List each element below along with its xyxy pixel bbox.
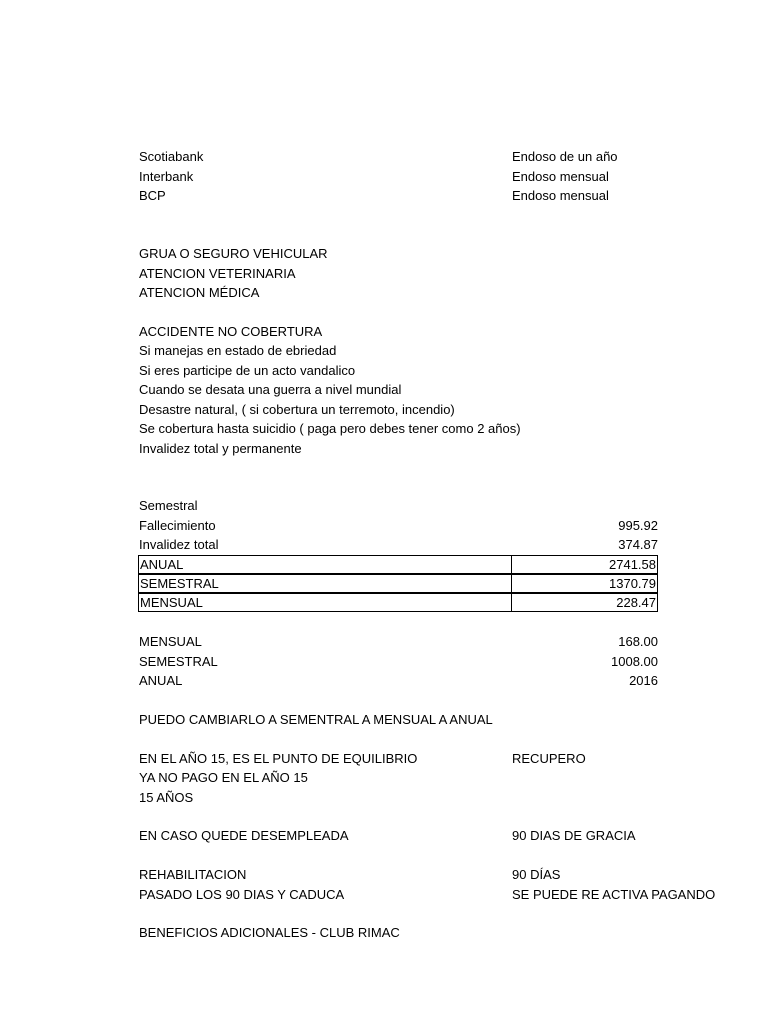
- plan-value: 1008.00: [611, 653, 658, 669]
- bank-endoso-interbank: Endoso mensual: [512, 168, 609, 184]
- plan-label: ANUAL: [139, 673, 183, 688]
- boxed-row-label: SEMESTRAL: [140, 575, 219, 591]
- boxed-row-mensual: [138, 593, 658, 613]
- change-note: PUEDO CAMBIARLO A SEMENTRAL A MENSUAL A ANUAL: [139, 712, 493, 727]
- semestral-row-label: Invalidez total: [139, 537, 219, 552]
- equilibrium-line2: YA NO PAGO EN EL AÑO 15: [139, 770, 308, 785]
- boxed-row-label: MENSUAL: [140, 594, 203, 610]
- equilibrium-right: RECUPERO: [512, 750, 586, 766]
- rehab-right2: SE PUEDE RE ACTIVA PAGANDO: [512, 886, 716, 902]
- service-veterinaria: ATENCION VETERINARIA: [139, 265, 296, 281]
- bank-name-scotiabank: Scotiabank: [139, 149, 204, 164]
- cell-divider: [511, 594, 512, 612]
- bank-name-interbank: Interbank: [139, 168, 194, 184]
- boxed-row-anual: [138, 555, 658, 575]
- cell-divider: [511, 556, 512, 574]
- no-coverage-title: ACCIDENTE NO COBERTURA: [139, 324, 323, 339]
- no-coverage-item: Si eres participe de un acto vandalico: [139, 362, 356, 378]
- unemployed-right: 90 DIAS DE GRACIA: [512, 828, 636, 843]
- semestral-title: Semestral: [139, 498, 198, 513]
- unemployed-label: EN CASO QUEDE DESEMPLEADA: [139, 828, 349, 843]
- plan-label: MENSUAL: [139, 634, 202, 649]
- bank-name-bcp: BCP: [139, 188, 166, 203]
- service-medica: ATENCION MÉDICA: [139, 285, 260, 300]
- semestral-row-value: 374.87: [618, 537, 658, 552]
- plan-value: 2016: [629, 673, 658, 688]
- rehab-right: 90 DÍAS: [512, 867, 561, 882]
- semestral-row-value: 995.92: [618, 517, 658, 533]
- no-coverage-item: Desastre natural, ( si cobertura un terremoto, incendio): [139, 401, 455, 417]
- bank-endoso-bcp: Endoso mensual: [512, 188, 609, 203]
- rehab-label2: PASADO LOS 90 DIAS Y CADUCA: [139, 886, 345, 902]
- boxed-row-semestral: [138, 574, 658, 594]
- equilibrium-line3: 15 AÑOS: [139, 789, 194, 805]
- rehab-label: REHABILITACION: [139, 867, 247, 882]
- semestral-row-label: Fallecimiento: [139, 517, 216, 533]
- equilibrium-line1: EN EL AÑO 15, ES EL PUNTO DE EQUILIBRIO: [139, 750, 418, 766]
- service-grua: GRUA O SEGURO VEHICULAR: [139, 246, 328, 261]
- boxed-row-value: 2741.58: [609, 556, 656, 572]
- bank-endoso-scotiabank: Endoso de un año: [512, 149, 618, 164]
- boxed-row-value: 1370.79: [609, 575, 656, 591]
- no-coverage-item: Se cobertura hasta suicidio ( paga pero debes tener como 2 años): [139, 421, 521, 436]
- no-coverage-item: Invalidez total y permanente: [139, 440, 302, 456]
- cell-divider: [511, 575, 512, 593]
- boxed-row-label: ANUAL: [140, 556, 184, 572]
- no-coverage-item: Si manejas en estado de ebriedad: [139, 343, 337, 358]
- plan-label: SEMESTRAL: [139, 653, 218, 669]
- benefits-title: BENEFICIOS ADICIONALES - CLUB RIMAC: [139, 925, 400, 940]
- plan-value: 168.00: [618, 634, 658, 649]
- boxed-row-value: 228.47: [616, 594, 656, 610]
- no-coverage-item: Cuando se desata una guerra a nivel mundial: [139, 382, 402, 397]
